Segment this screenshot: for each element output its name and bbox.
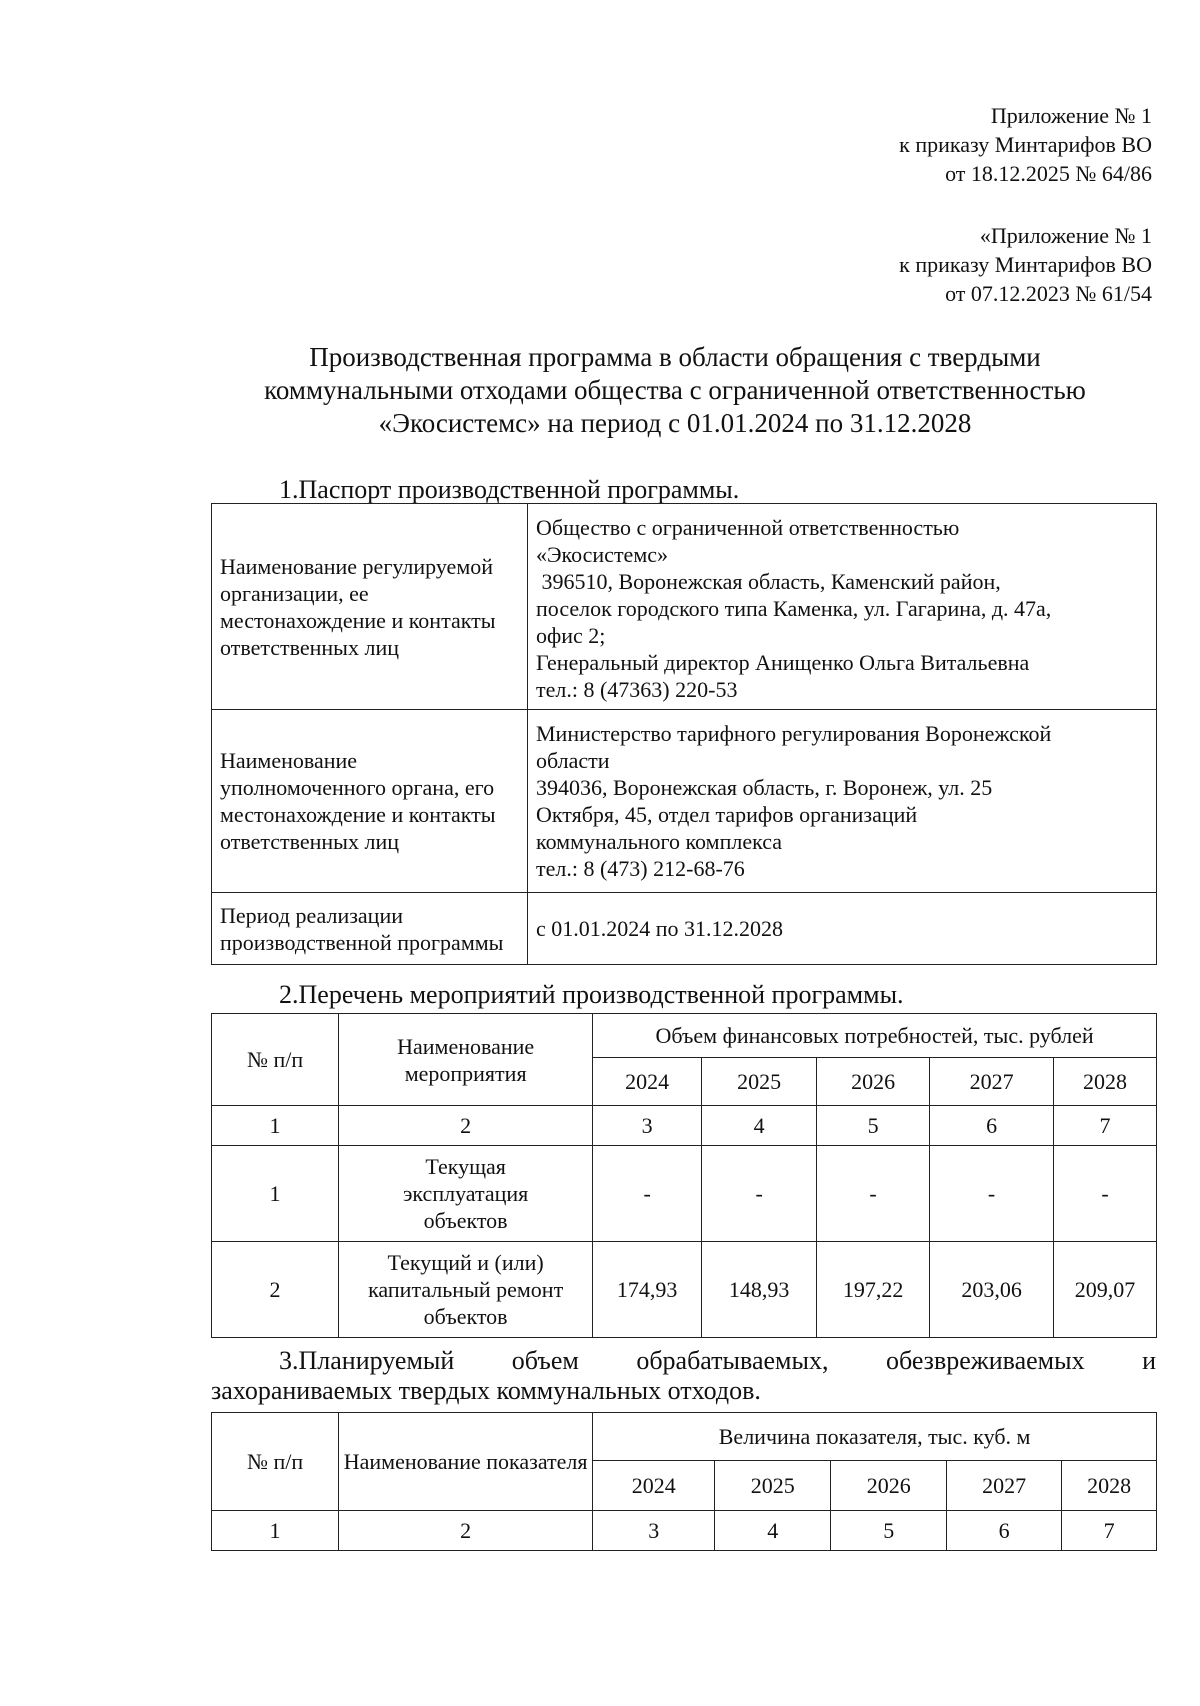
column-index: 6: [947, 1511, 1062, 1551]
column-index: 7: [1062, 1511, 1157, 1551]
document-title: [200, 341, 1150, 440]
appendix-line: к приказу Минтарифов ВО: [899, 252, 1152, 277]
activity-name: Текущий и (или) капитальный ремонт объектов: [339, 1242, 593, 1338]
appendix-line: к приказу Минтарифов ВО: [899, 132, 1152, 157]
section3-heading: [211, 1346, 1156, 1406]
value-line: с 01.01.2024 по 31.12.2028: [536, 916, 784, 941]
value-line: Министерство тарифного регулирования Воронежской: [536, 721, 1052, 746]
value-line: офис 2;: [536, 623, 606, 648]
section3-heading-line2: захораниваемых твердых коммунальных отходов.: [211, 1376, 761, 1405]
section2-heading: 2.Перечень мероприятий производственной программы.: [279, 980, 904, 1009]
column-header-year: 2025: [715, 1461, 831, 1511]
value-line: «Экосистемс»: [536, 542, 669, 567]
section3-heading-line1: [211, 1346, 1156, 1376]
row-number: 2: [212, 1242, 339, 1338]
column-index: 2: [339, 1511, 593, 1551]
heading-word: 3.Планируемый: [279, 1346, 455, 1375]
value-line: Октября, 45, отдел тарифов организаций: [536, 802, 918, 827]
column-index: 2: [339, 1106, 593, 1146]
passport-label: Период реализации производственной программы: [212, 893, 528, 965]
column-header-group: Величина показателя, тыс. куб. м: [593, 1413, 1157, 1461]
heading-word: объем: [511, 1346, 579, 1375]
value-line: коммунального комплекса: [536, 829, 783, 854]
column-index: 3: [593, 1106, 702, 1146]
cell-value: 209,07: [1054, 1242, 1157, 1338]
activities-table: [211, 1013, 1157, 1338]
appendix-previous: [899, 221, 1152, 308]
section1-heading: 1.Паспорт производственной программы.: [279, 475, 740, 504]
passport-table: [211, 503, 1157, 965]
appendix-line: Приложение № 1: [990, 103, 1152, 128]
column-index: 1: [212, 1511, 339, 1551]
cell-value: -: [1054, 1146, 1157, 1242]
value-line: 394036, Воронежская область, г. Воронеж, ул. 25: [536, 775, 993, 800]
column-index: 4: [702, 1106, 817, 1146]
row-number: 1: [212, 1146, 339, 1242]
title-line: коммунальными отходами общества с ограниченной ответственностью: [264, 375, 1086, 405]
heading-word: обрабатываемых,: [636, 1346, 829, 1375]
column-index: 4: [715, 1511, 831, 1551]
value-line: 396510, Воронежская область, Каменский район,: [536, 569, 1001, 594]
cell-value: 174,93: [593, 1242, 702, 1338]
cell-value: 148,93: [702, 1242, 817, 1338]
column-header-name: Наименование мероприятия: [339, 1014, 593, 1106]
title-line: Производственная программа в области обращения с твердыми: [309, 342, 1041, 372]
column-index: 5: [831, 1511, 947, 1551]
cell-value: 197,22: [817, 1242, 930, 1338]
value-line: области: [536, 748, 610, 773]
column-index: 7: [1054, 1106, 1157, 1146]
column-header-year: 2028: [1054, 1058, 1157, 1106]
column-header-num: № п/п: [212, 1413, 339, 1511]
cell-value: 203,06: [930, 1242, 1054, 1338]
table-row: [212, 710, 1157, 893]
column-header-year: 2026: [817, 1058, 930, 1106]
value-line: Общество с ограниченной ответственностью: [536, 515, 960, 540]
column-header-year: 2024: [593, 1461, 715, 1511]
column-index-row: [212, 1511, 1157, 1551]
table-row: [212, 1146, 1157, 1242]
passport-label: Наименование регулируемой организации, ее местонахождение и контакты ответственных лиц: [212, 504, 528, 710]
passport-value: [528, 710, 1157, 893]
cell-value: -: [930, 1146, 1054, 1242]
title-line: «Экосистемс» на период с 01.01.2024 по 31.12.2028: [378, 408, 972, 438]
heading-word: и: [1142, 1346, 1156, 1375]
appendix-line: от 07.12.2023 № 61/54: [945, 281, 1152, 306]
appendix-line: «Приложение № 1: [979, 223, 1152, 248]
cell-value: -: [817, 1146, 930, 1242]
appendix-current: [899, 101, 1152, 188]
volume-table: [211, 1412, 1157, 1551]
value-line: тел.: 8 (473) 212-68-76: [536, 856, 745, 881]
cell-value: -: [702, 1146, 817, 1242]
cell-value: -: [593, 1146, 702, 1242]
value-line: поселок городского типа Каменка, ул. Гагарина, д. 47а,: [536, 596, 1052, 621]
passport-label: Наименование уполномоченного органа, его местонахождение и контакты ответственных лиц: [212, 710, 528, 893]
column-header-year: 2027: [947, 1461, 1062, 1511]
table-header-row: [212, 1413, 1157, 1461]
table-header-row: [212, 1014, 1157, 1058]
heading-word: обезвреживаемых: [885, 1346, 1085, 1375]
passport-value: [528, 893, 1157, 965]
column-index-row: [212, 1106, 1157, 1146]
activity-name: Текущая эксплуатация объектов: [339, 1146, 593, 1242]
table-row: [212, 1242, 1157, 1338]
value-line: тел.: 8 (47363) 220-53: [536, 677, 738, 702]
column-header-year: 2028: [1062, 1461, 1157, 1511]
column-header-year: 2025: [702, 1058, 817, 1106]
column-header-name: Наименование показателя: [339, 1413, 593, 1511]
column-index: 6: [930, 1106, 1054, 1146]
column-header-group: Объем финансовых потребностей, тыс. рублей: [593, 1014, 1157, 1058]
table-row: [212, 504, 1157, 710]
column-header-year: 2027: [930, 1058, 1054, 1106]
table-row: [212, 893, 1157, 965]
column-index: 5: [817, 1106, 930, 1146]
column-header-year: 2026: [831, 1461, 947, 1511]
value-line: Генеральный директор Анищенко Ольга Витальевна: [536, 650, 1030, 675]
column-header-num: № п/п: [212, 1014, 339, 1106]
passport-value: [528, 504, 1157, 710]
column-index: 1: [212, 1106, 339, 1146]
appendix-line: от 18.12.2025 № 64/86: [945, 161, 1152, 186]
column-index: 3: [593, 1511, 715, 1551]
column-header-year: 2024: [593, 1058, 702, 1106]
